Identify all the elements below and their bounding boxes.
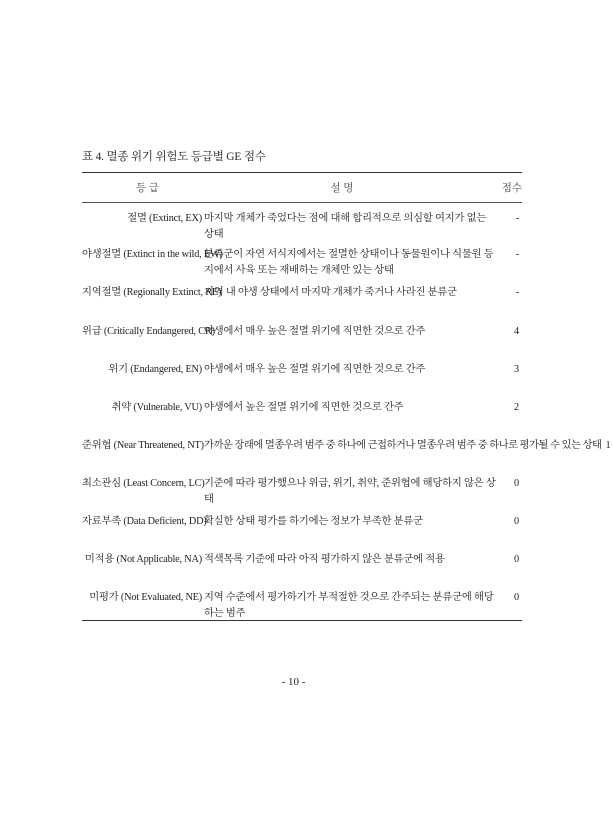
score-cell: 0 [514,516,519,527]
description-cell: 마지막 개체가 죽었다는 점에 대해 합리적으로 의심할 여지가 없는 상태 [204,213,487,240]
score-cell: - [515,213,519,224]
grade-cell: 미적용 (Not Applicable, NA) [84,554,202,565]
description-cell: 야생에서 높은 절멸 위기에 직면한 것으로 간주 [204,402,404,413]
table-row [82,318,522,356]
table-row [82,584,522,620]
header-description: 설 명 [330,183,354,194]
grade-cell: 야생절멸 (Extinct in the wild, EW) [82,249,223,260]
description-cell: 지역 수준에서 평가하기가 부적절한 것으로 간주되는 분류군에 해당하는 범주 [204,592,494,619]
table-row [82,203,522,240]
table-caption: 표 4. 멸종 위기 위험도 등급별 GE 점수 [82,151,266,163]
description-cell: 지역 내 야생 상태에서 마지막 개체가 죽거나 사라진 분류군 [204,287,457,298]
score-cell: 3 [514,364,519,375]
score-cell: 1 [605,440,611,451]
header-grade: 등 급 [136,183,159,194]
page-number: - 10 - [281,676,306,688]
table-row [82,508,522,546]
table-row [82,546,522,584]
table-row [82,470,522,508]
grade-cell: 지역절멸 (Regionally Extinct, RE) [82,287,222,298]
description-cell: 가까운 장래에 멸종우려 범주 중 하나에 근접하거나 멸종우려 범주 중 하나로 평가될 수 있는 상태 [204,440,602,451]
table-row [82,237,522,276]
grade-cell: 위급 (Critically Endangered, CR) [82,326,215,337]
table-row [82,432,611,470]
description-cell: 적색목록 기준에 따라 아직 평가하지 않은 분류군에 적용 [204,554,445,565]
header-score: 점수 [501,183,522,194]
description-cell: 야생에서 매우 높은 절멸 위기에 직면한 것으로 간주 [204,364,426,375]
score-cell: 4 [514,326,519,337]
grade-cell: 취약 (Vulnerable, VU) [111,402,202,413]
grade-cell: 위기 (Endangered, EN) [108,364,202,375]
table-header [82,173,522,203]
description-cell: 확실한 상태 평가를 하기에는 정보가 부족한 분류군 [204,516,423,527]
grade-cell: 최소관심 (Least Concern, LC) [82,478,205,489]
table-row [82,356,522,394]
description-cell: 분류군이 자연 서식지에서는 절멸한 상태이나 동물원이나 식물원 등지에서 사육 또는 재배하는 개체만 있는 상태 [204,249,494,276]
score-cell: 0 [514,554,519,565]
score-cell: 2 [514,402,519,413]
grade-cell: 준위협 (Near Threatened, NT) [82,440,204,451]
score-cell: 0 [514,592,519,603]
score-cell: - [515,287,519,298]
description-cell: 야생에서 매우 높은 절멸 위기에 직면한 것으로 간주 [204,326,426,337]
description-cell: 기준에 따라 평가했으나 위급, 위기, 취약, 준위협에 해당하지 않은 상태 [204,478,496,505]
grade-cell: 절멸 (Extinct, EX) [127,213,202,224]
grade-cell: 자료부족 (Data Deficient, DD) [82,516,207,527]
score-cell: - [515,249,519,260]
ge-score-table [82,172,611,621]
grade-cell: 미평가 (Not Evaluated, NE) [89,592,202,603]
table-row [82,394,522,432]
score-cell: 0 [514,478,519,489]
